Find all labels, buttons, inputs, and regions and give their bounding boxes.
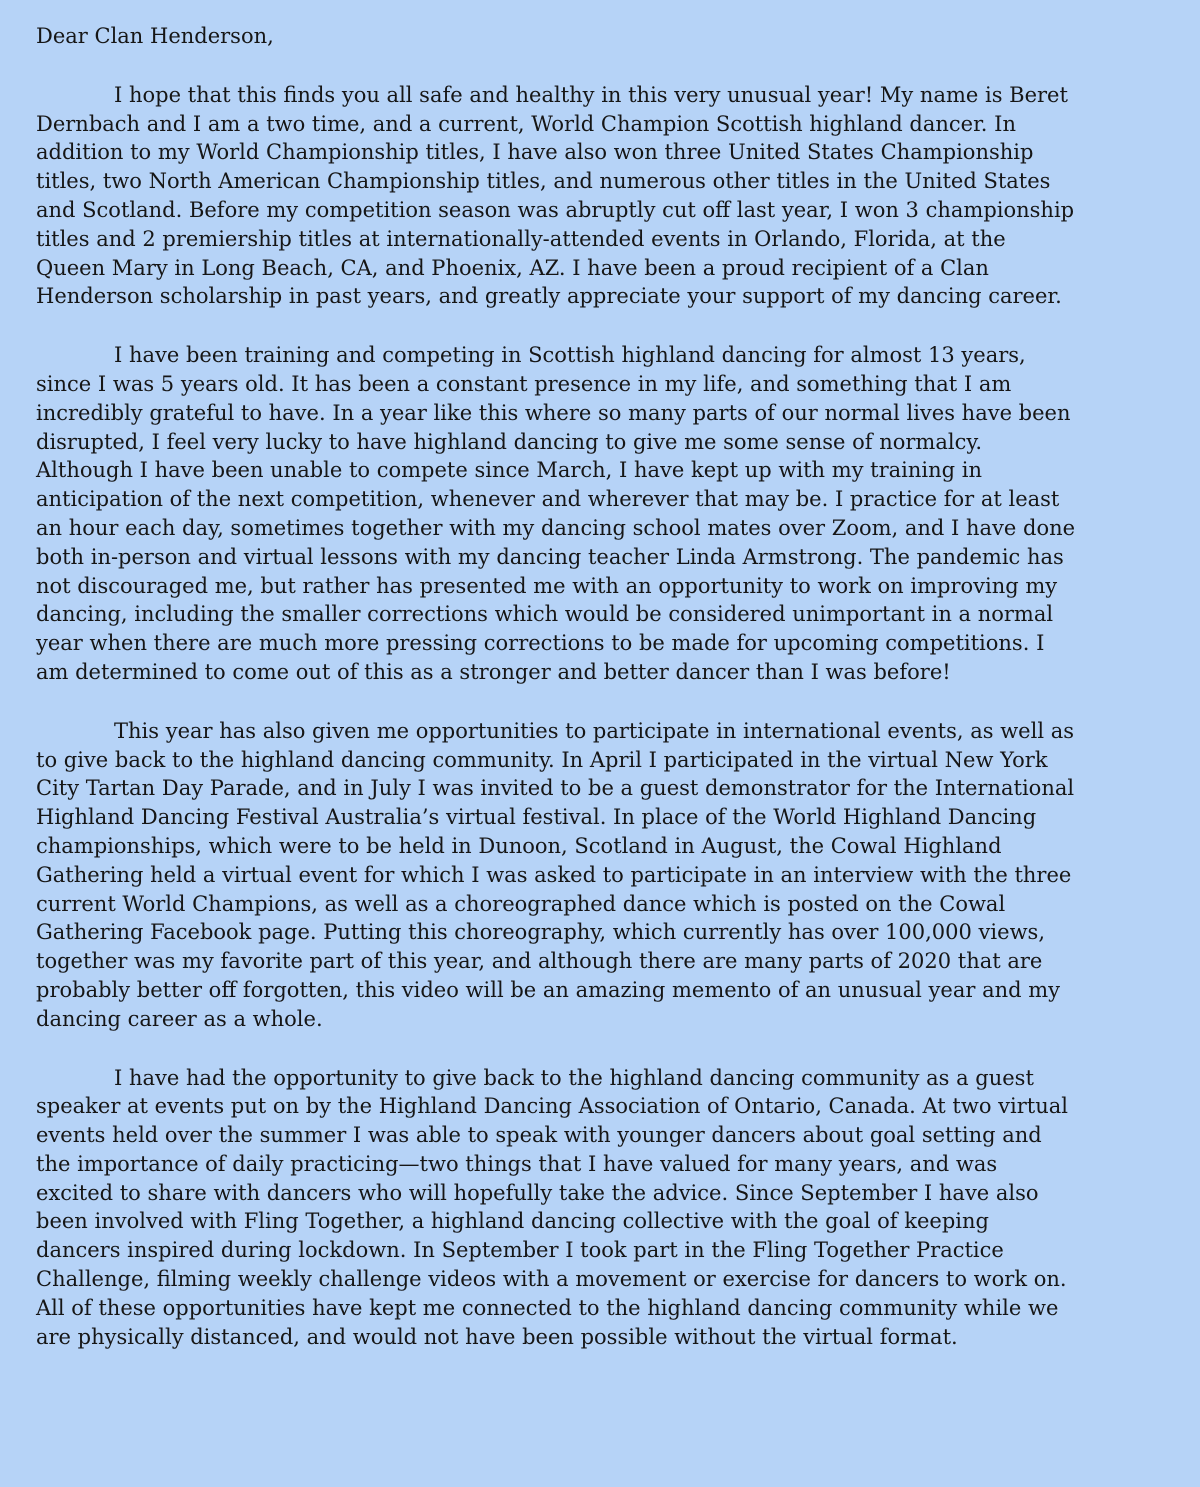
letter-body bbox=[36, 22, 1076, 1351]
letter-greeting: Dear Clan Henderson, bbox=[36, 24, 274, 48]
letter-paragraph-training: I have been training and competing in Scottish highland dancing for almost 13 years, since I was 5 years old. It has been a constant presence in my life, and something that I am incredibly grateful to have. In a year like this where so many parts of our normal lives have been disrupted, I feel very lucky to have highland dancing to give me some sense of normalcy. Although I have been unable to compete since March, I have kept up with my training in anticipation of the next competition, whenever and wherever that may be. I practice for at least an hour each day, sometimes together with my dancing school mates over Zoom, and I have done both in-person and virtual lessons with my dancing teacher Linda Armstrong. The pandemic has not discouraged me, but rather has presented me with an opportunity to work on improving my dancing, including the smaller corrections which would be considered unimportant in a normal year when there are much more pressing corrections to be made for upcoming competitions. I am determined to come out of this as a stronger and better dancer than I was before! bbox=[36, 343, 1076, 684]
letter-paragraph-giving-back: I have had the opportunity to give back to the highland dancing community as a guest speaker at events put on by the Highland Dancing Association of Ontario, Canada. At two virtual events held over the summer I was able to speak with younger dancers about goal setting and the importance of daily practicing—two things that I have valued for many years, and was excited to share with dancers who will hopefully take the advice. Since September I have also been involved with Fling Together, a highland dancing collective with the goal of keeping dancers inspired during lockdown. In September I took part in the Fling Together Practice Challenge, filming weekly challenge videos with a movement or exercise for dancers to work on. All of these opportunities have kept me connected to the highland dancing community while we are physically distanced, and would not have been possible without the virtual format. bbox=[36, 1065, 1068, 1349]
letter-paragraph-introduction: I hope that this finds you all safe and healthy in this very unusual year! My name is Beret Dernbach and I am a two time, and a current, World Champion Scottish highland dancer. In addition to my World Championship titles, I have also won three United States Championship titles, two North American Championship titles, and numerous other titles in the United States and Scotland. Before my competition season was abruptly cut off last year, I won 3 championship titles and 2 premiership titles at internationally-attended events in Orlando, Florida, at the Queen Mary in Long Beach, CA, and Phoenix, AZ. I have been a proud recipient of a Clan Henderson scholarship in past years, and greatly appreciate your support of my dancing career. bbox=[36, 82, 1075, 309]
letter-paragraph-international-events: This year has also given me opportunities to participate in international events, as well as to give back to the highland dancing community. In April I participated in the virtual New York City Tartan Day Parade, and in July I was invited to be a guest demonstrator for the International Highland Dancing Festival Australia’s virtual festival. In place of the World Highland Dancing championships, which were to be held in Dunoon, Scotland in August, the Cowal Highland Gathering held a virtual event for which I was asked to participate in an interview with the three current World Champions, as well as a choreographed dance which is posted on the Cowal Gathering Facebook page. Putting this choreography, which currently has over 100,000 views, together was my favorite part of this year, and although there are many parts of 2020 that are probably better off forgotten, this video will be an amazing memento of an unusual year and my dancing career as a whole. bbox=[36, 718, 1075, 1031]
